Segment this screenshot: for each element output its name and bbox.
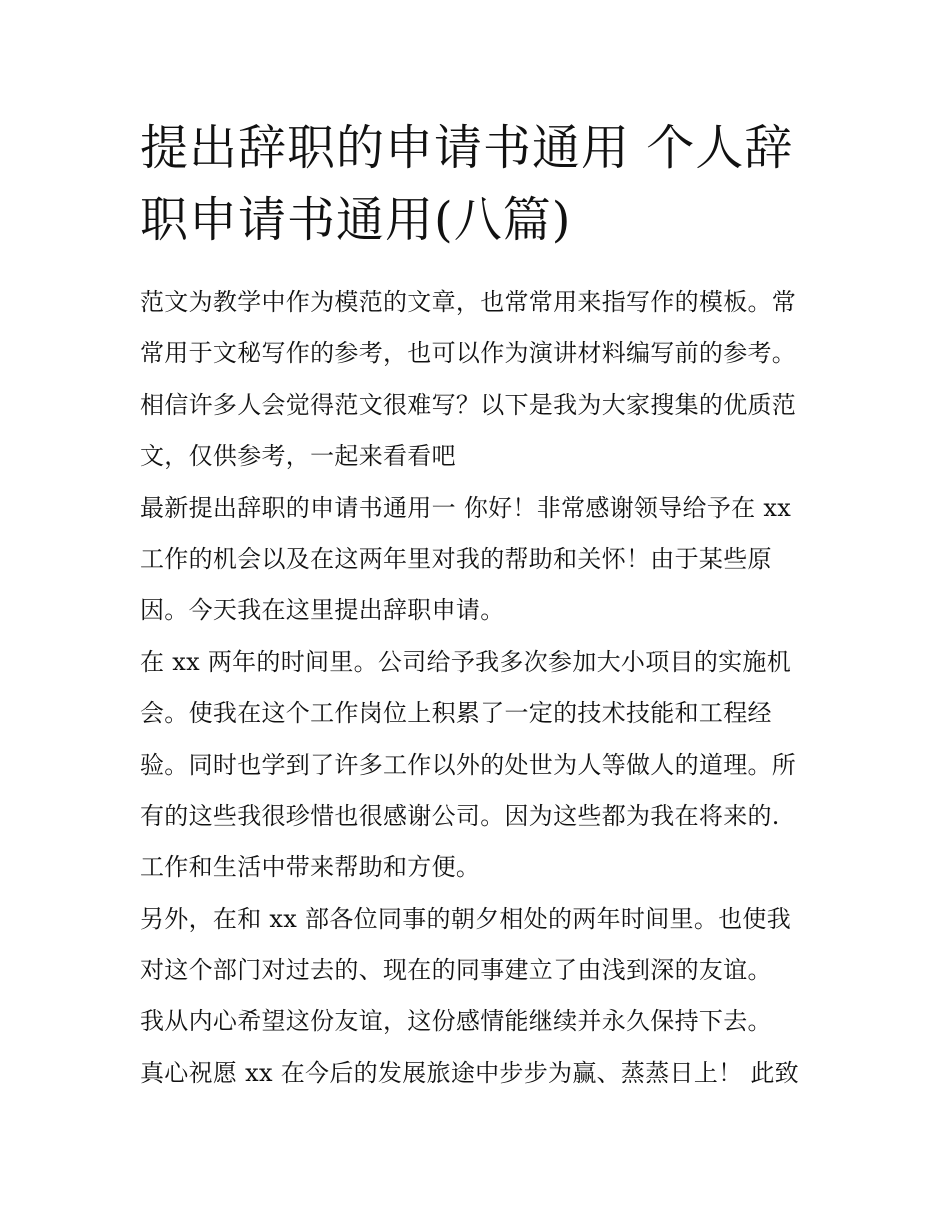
body-line: 对这个部门对过去的、现在的同事建立了由浅到深的友谊。 [140, 956, 772, 985]
body-line: 文，仅供参考，一起来看看吧 [140, 442, 456, 471]
body-line: 另外，在和 xx 部各位同事的朝夕相处的两年时间里。也使我 [140, 904, 792, 933]
title-line-1: 提出辞职的申请书通用 个人辞 [140, 120, 794, 176]
title-line-2: 职申请书通用(八篇) [140, 192, 572, 248]
document-title [140, 112, 820, 256]
body-line: 最新提出辞职的申请书通用一 你好！非常感谢领导给予在 xx [140, 493, 792, 522]
body-line: 在 xx 两年的时间里。公司给予我多次参加大小项目的实施机 [140, 647, 792, 676]
body-line: 工作和生活中带来帮助和方便。 [140, 853, 481, 882]
document-body [140, 277, 820, 1099]
body-line: 工作的机会以及在这两年里对我的帮助和关怀！由于某些原 [140, 544, 772, 573]
body-line: 因。今天我在这里提出辞职申请。 [140, 596, 505, 625]
body-line: 真心祝愿 xx 在今后的发展旅途中步步为赢、蒸蒸日上！ 此致 [140, 1058, 799, 1087]
body-line: 会。使我在这个工作岗位上积累了一定的技术技能和工程经 [140, 699, 772, 728]
body-line: 验。同时也学到了许多工作以外的处世为人等做人的道理。所 [140, 750, 797, 779]
body-line: 相信许多人会觉得范文很难写？以下是我为大家搜集的优质范 [140, 390, 797, 419]
body-line: 我从内心希望这份友谊，这份感情能继续并永久保持下去。 [140, 1007, 772, 1036]
body-line: 范文为教学中作为模范的文章，也常常用来指写作的模板。常 [140, 288, 797, 316]
body-line: 有的这些我很珍惜也很感谢公司。因为这些都为我在将来的. [140, 801, 780, 830]
body-line: 常用于文秘写作的参考，也可以作为演讲材料编写前的参考。 [140, 339, 797, 368]
